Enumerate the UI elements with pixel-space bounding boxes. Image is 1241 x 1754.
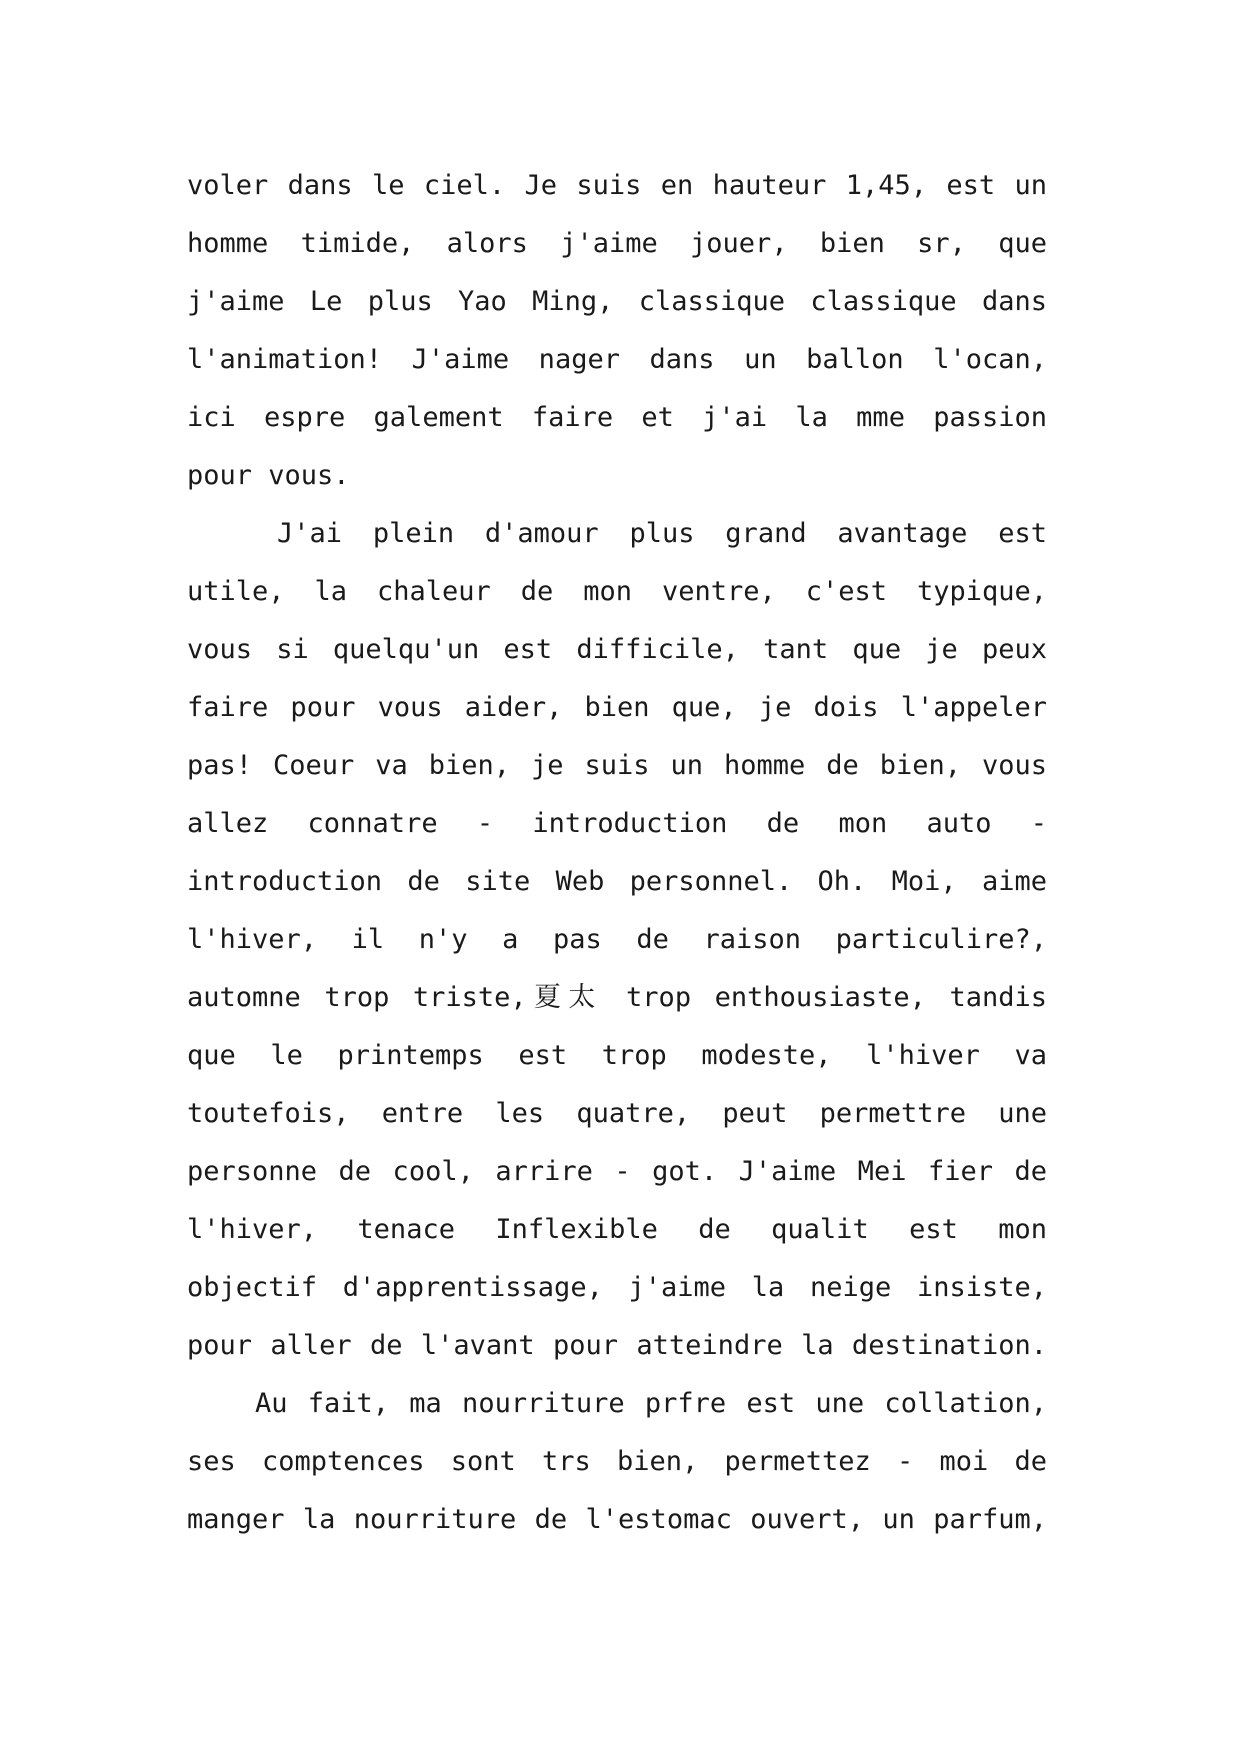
text-line: allez connatre - introduction de mon auto - [187, 808, 1047, 839]
text-line: objectif d'apprentissage, j'aime la neige insiste, [187, 1272, 1047, 1303]
text-line: introduction de site Web personnel. Oh. Moi, aime [187, 866, 1047, 897]
text-line: l'animation! J'aime nager dans un ballon l'ocan, [187, 344, 1047, 375]
text-line: automne trop triste,夏太 trop enthousiaste, tandis [187, 982, 1047, 1013]
text-line: pas! Coeur va bien, je suis un homme de bien, vous [187, 750, 1047, 781]
text-line: Au fait, ma nourriture prfre est une collation, [255, 1388, 1047, 1419]
paragraph-3 [187, 1375, 1047, 1549]
text-line: personne de cool, arrire - got. J'aime Mei fier de [187, 1156, 1047, 1187]
text-line: voler dans le ciel. Je suis en hauteur 1,45, est un [187, 170, 1047, 201]
text-line: toutefois, entre les quatre, peut permettre une [187, 1098, 1047, 1129]
text-line: vous si quelqu'un est difficile, tant que je peux [187, 634, 1047, 665]
text-line: manger la nourriture de l'estomac ouvert, un parfum, [187, 1504, 1047, 1535]
text-line: faire pour vous aider, bien que, je dois l'appeler [187, 692, 1047, 723]
text-line: homme timide, alors j'aime jouer, bien sr, que [187, 228, 1047, 259]
text-line: ici espre galement faire et j'ai la mme passion [187, 402, 1047, 433]
text-line: pour vous. [187, 460, 350, 491]
text-line: utile, la chaleur de mon ventre, c'est typique, [187, 576, 1047, 607]
paragraph-2 [187, 505, 1047, 1375]
text-line: que le printemps est trop modeste, l'hiver va [187, 1040, 1047, 1071]
text-line: l'hiver, il n'y a pas de raison particulire?, [187, 924, 1047, 955]
text-line: ses comptences sont trs bien, permettez - moi de [187, 1446, 1047, 1477]
text-line: l'hiver, tenace Inflexible de qualit est mon [187, 1214, 1047, 1245]
text-line: j'aime Le plus Yao Ming, classique classique dans [187, 286, 1047, 317]
text-line: J'ai plein d'amour plus grand avantage est [277, 518, 1047, 549]
paragraph-1 [187, 157, 1047, 505]
text-line: pour aller de l'avant pour atteindre la destination. [187, 1330, 1047, 1361]
document-body [187, 157, 1047, 1549]
